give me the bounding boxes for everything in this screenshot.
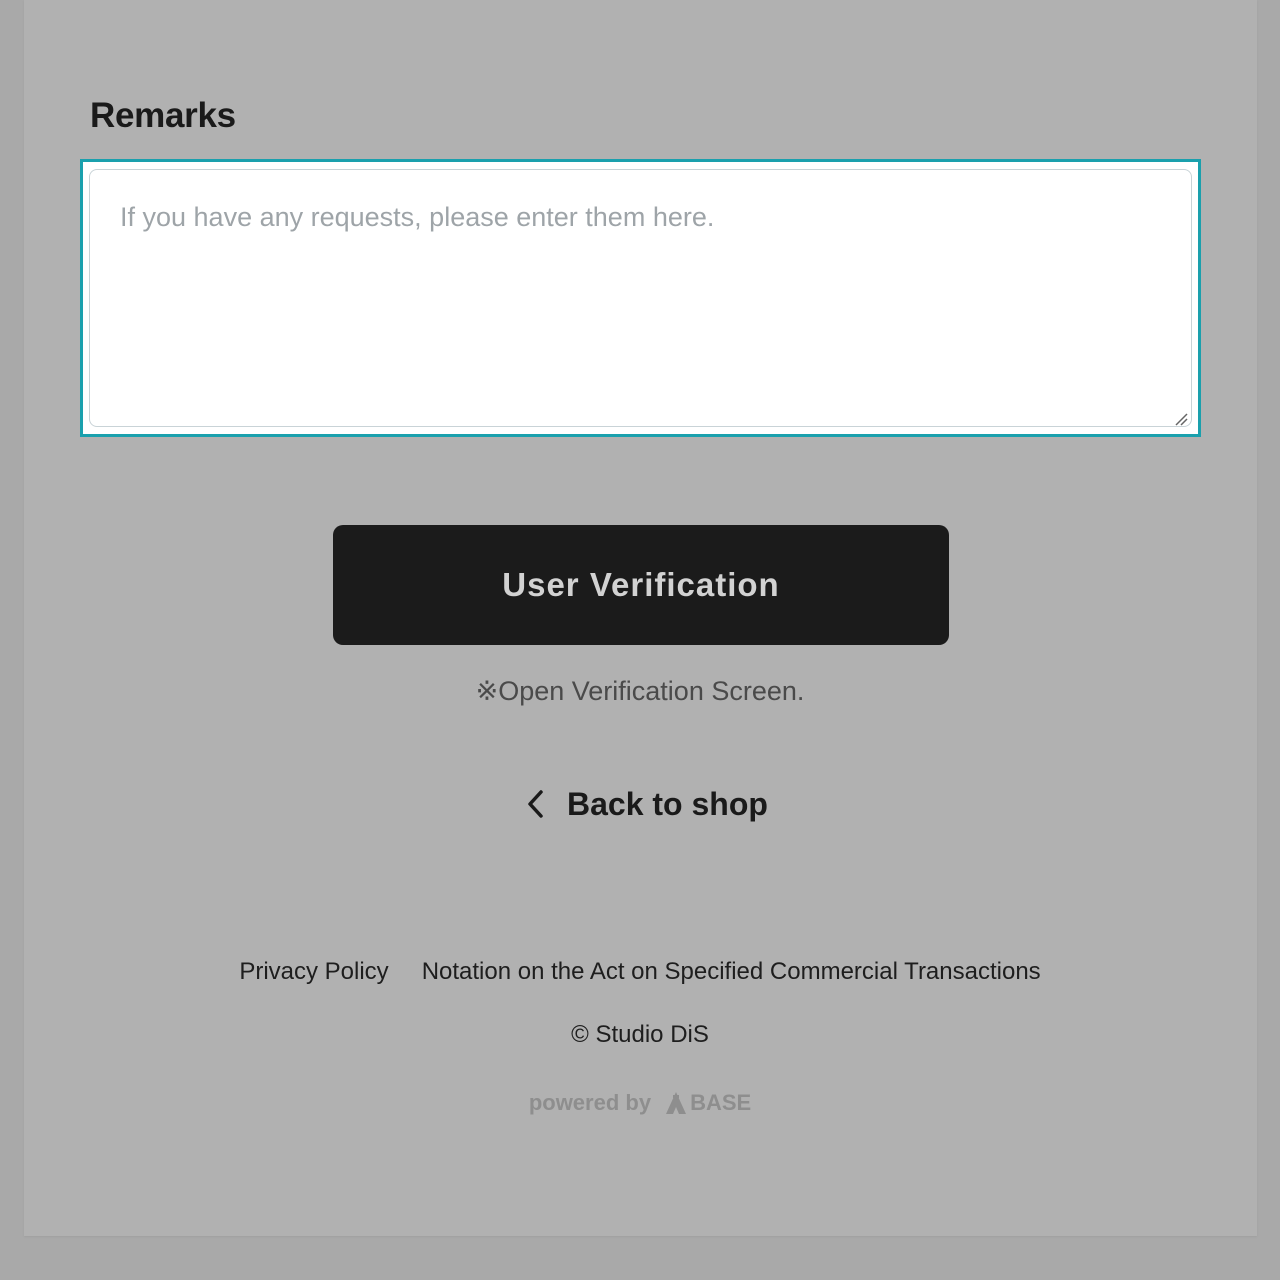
base-brand: BASE [690, 1090, 752, 1115]
verification-note: ※Open Verification Screen. [475, 676, 805, 706]
remarks-focus-ring [80, 159, 1201, 437]
remarks-textarea[interactable] [89, 169, 1192, 427]
user-verification-button[interactable]: User Verification [333, 525, 949, 645]
back-to-shop-link[interactable] [525, 783, 768, 825]
base-logo-icon [665, 1091, 687, 1115]
chevron-left-icon [525, 788, 547, 820]
copyright-text: © Studio DiS [571, 1021, 709, 1048]
powered-by-label: powered by [528, 1090, 652, 1115]
privacy-policy-link[interactable]: Privacy Policy [239, 958, 389, 985]
resize-handle-icon[interactable] [1174, 412, 1188, 426]
base-logo-link[interactable] [665, 1090, 751, 1116]
footer-links [0, 958, 1280, 986]
back-to-shop-label: Back to shop [567, 785, 768, 822]
remarks-heading: Remarks [90, 96, 236, 135]
commercial-transactions-link[interactable]: Notation on the Act on Specified Commercial Transactions [421, 958, 1041, 985]
powered-by [0, 1090, 1280, 1116]
